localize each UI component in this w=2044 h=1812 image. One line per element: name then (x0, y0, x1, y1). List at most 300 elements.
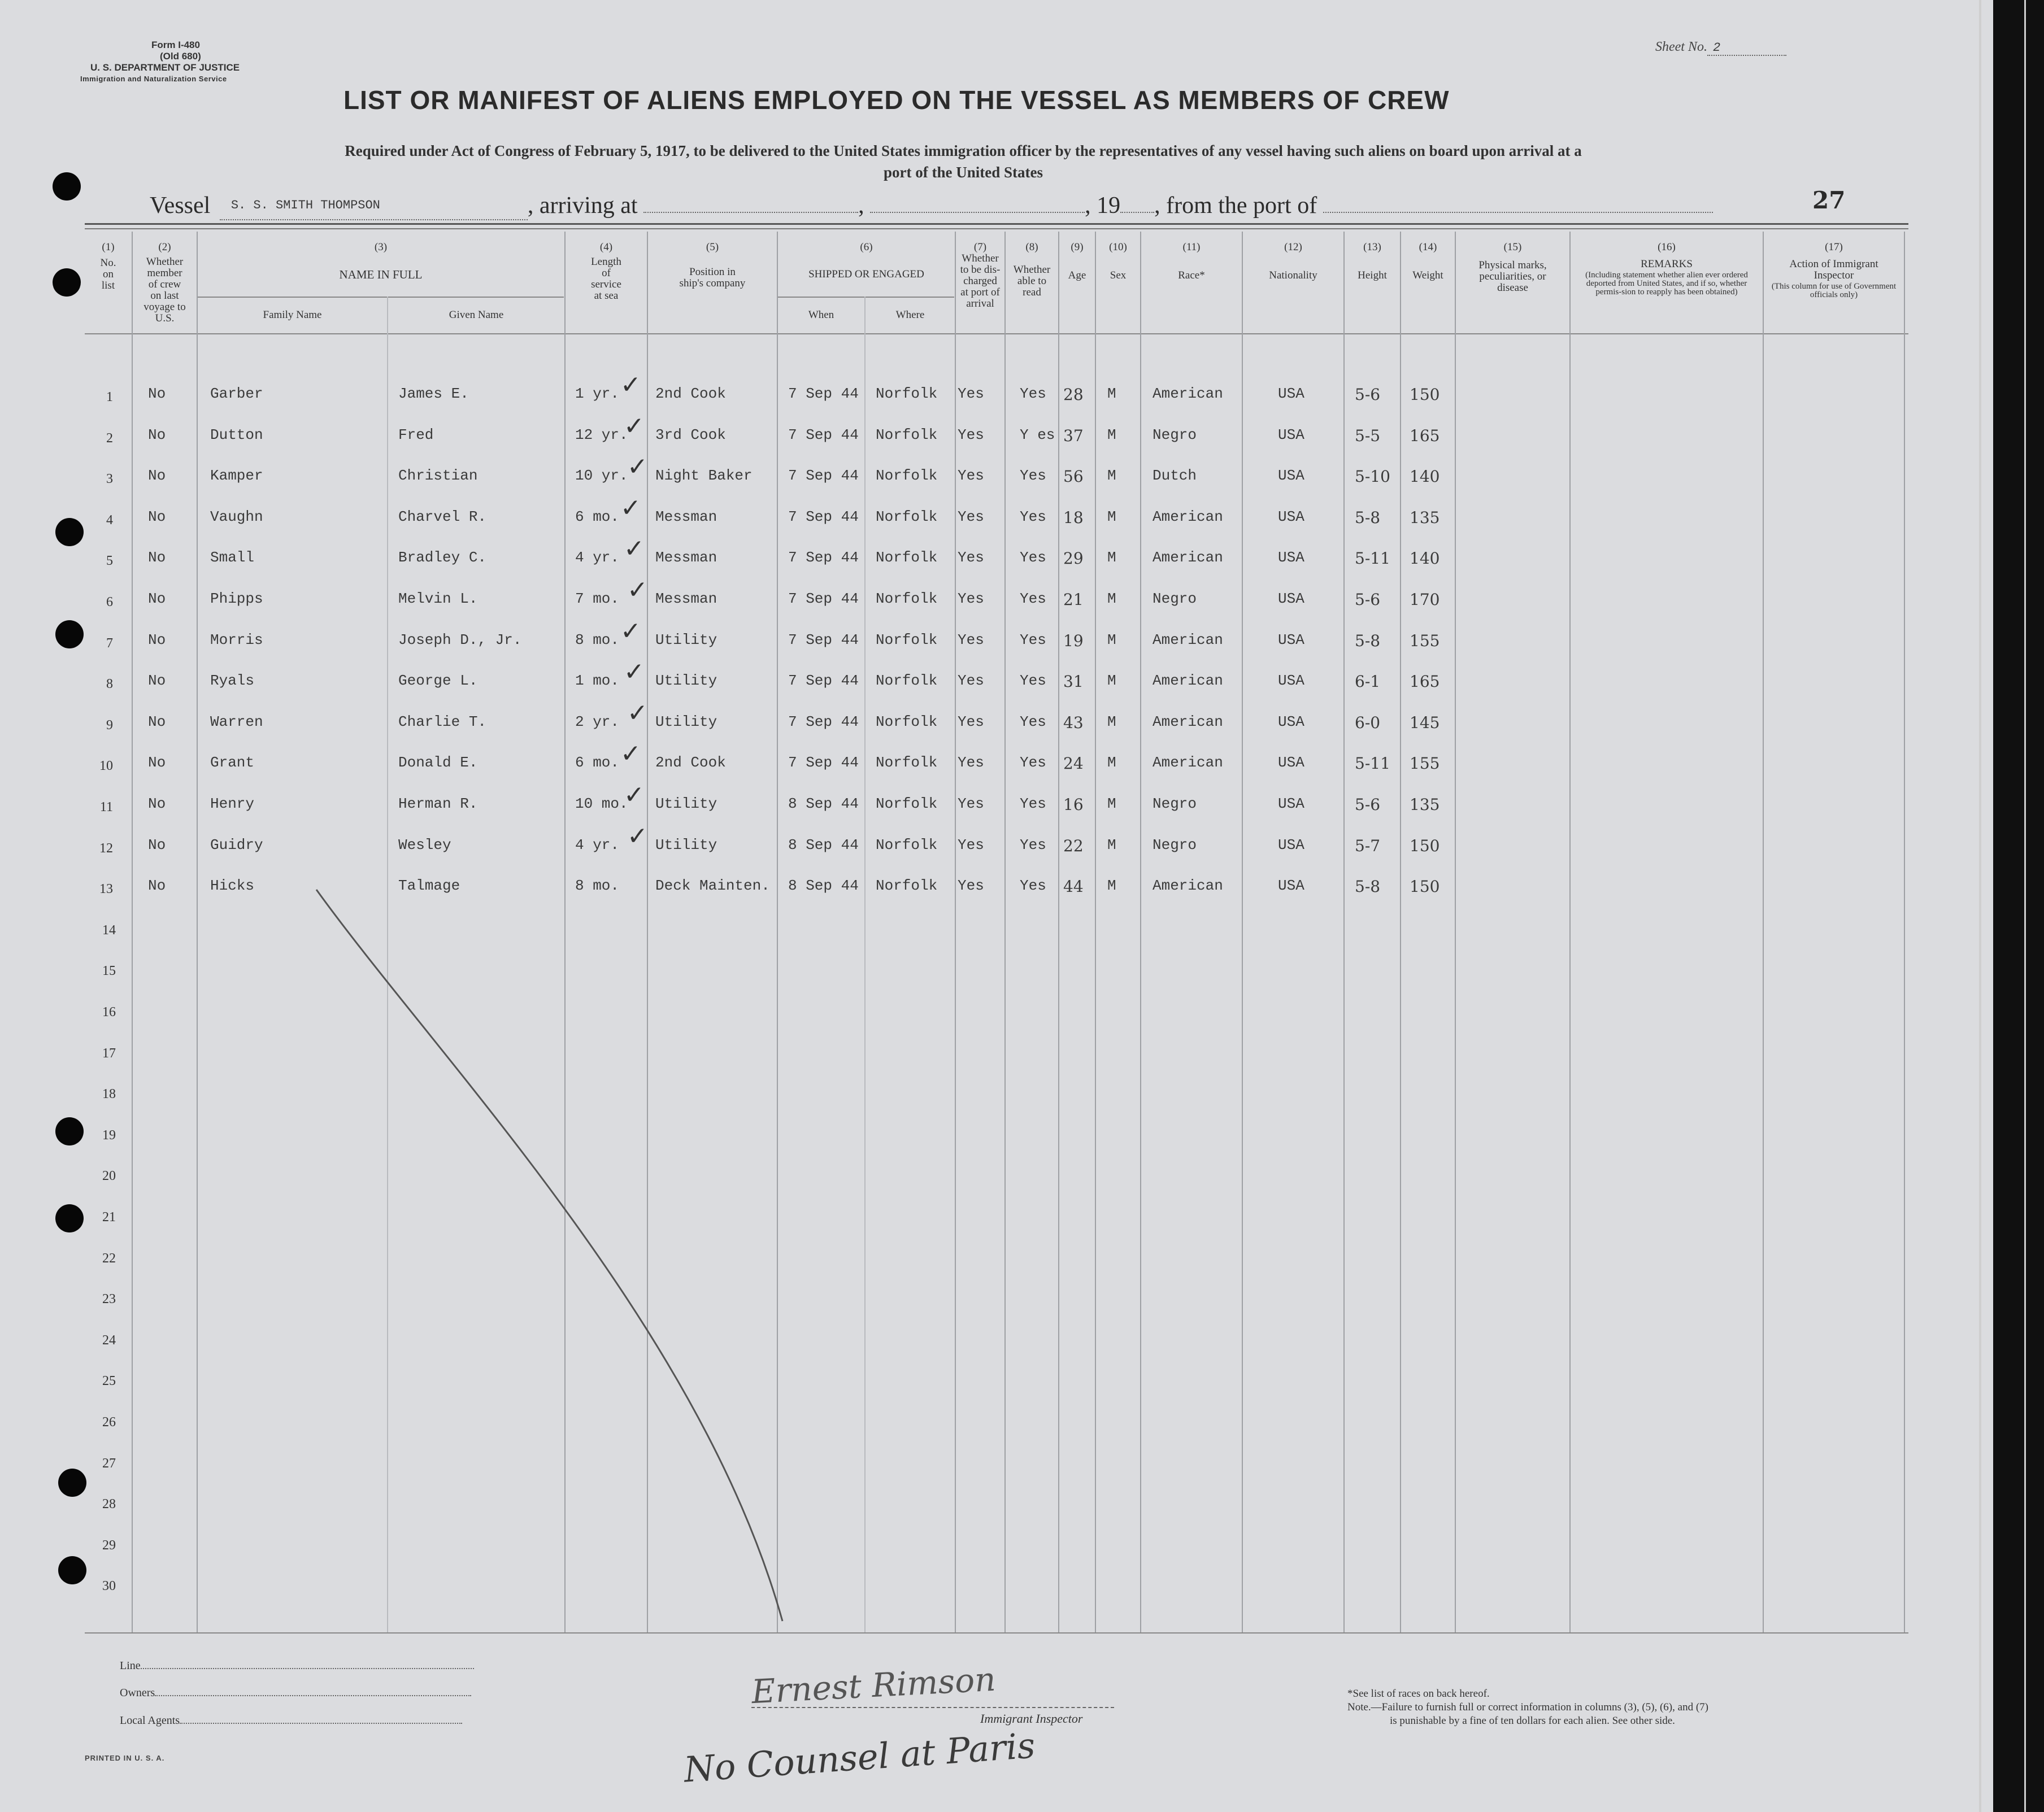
vessel-row: Vessel S. S. SMITH THOMPSON , arriving at , , 19 , from the port of (150, 192, 1713, 220)
cell-family-name: Morris (210, 631, 263, 648)
cell-able-to-read: Yes (1020, 672, 1046, 690)
cell-weight: 140 (1410, 549, 1440, 568)
cell-shipped-where: Norfolk (876, 836, 938, 853)
cell-given-name: Joseph D., Jr. (398, 631, 522, 648)
row-number: 15 (102, 964, 116, 979)
cell-age: 22 (1063, 836, 1084, 855)
cell-service-length: 4 yr. (575, 836, 620, 853)
agents-value-field (180, 1723, 462, 1724)
cell-shipped-where: Norfolk (876, 795, 938, 812)
cell-sex: M (1107, 836, 1116, 853)
cell-family-name: Phipps (210, 590, 263, 607)
cell-nationality: USA (1278, 385, 1304, 402)
cell-discharged: Yes (958, 631, 984, 648)
cell-height: 5-5 (1355, 426, 1381, 445)
col-1-label: No. on list (100, 257, 116, 291)
cell-nationality: USA (1278, 713, 1304, 730)
cell-able-to-read: Yes (1020, 795, 1046, 812)
cell-position: 2nd Cook (655, 754, 726, 772)
cell-given-name: Charlie T. (398, 713, 487, 730)
cell-able-to-read: Y es (1020, 426, 1055, 443)
cell-nationality: USA (1278, 590, 1304, 607)
cell-given-name: Christian (398, 467, 478, 485)
col-13-num: (13) (1363, 241, 1381, 253)
subtitle-line-2: port of the United States (884, 164, 1043, 181)
cell-prev-voyage: No (148, 754, 166, 772)
cell-height: 5-8 (1355, 877, 1381, 896)
checkmark-icon: ✓ (627, 821, 648, 851)
cell-service-length: 6 mo. (575, 508, 620, 525)
row-number: 6 (106, 595, 113, 609)
cell-service-length: 1 yr. (575, 385, 620, 402)
row-number: 16 (102, 1005, 116, 1020)
checkmark-icon: ✓ (627, 698, 648, 728)
agents-label: Local Agents (120, 1714, 180, 1727)
row-number: 23 (102, 1292, 116, 1307)
col-15-num: (15) (1503, 241, 1522, 253)
cell-race: American (1153, 754, 1223, 772)
races-note: *See list of races on back hereof. (1347, 1688, 1490, 1700)
cell-discharged: Yes (958, 508, 984, 525)
cell-sex: M (1107, 672, 1116, 690)
cell-position: Messman (655, 590, 717, 607)
cell-shipped-when: 7 Sep 44 (788, 754, 859, 772)
cell-given-name: Bradley C. (398, 549, 487, 567)
col-17-label: Action of Immigrant Inspector (1789, 258, 1878, 281)
col-16-num: (16) (1658, 241, 1676, 253)
cell-family-name: Grant (210, 754, 255, 772)
cell-sex: M (1107, 877, 1116, 895)
cell-weight: 150 (1410, 877, 1440, 896)
col-7-num: (7) (973, 241, 987, 253)
cell-weight: 140 (1410, 467, 1440, 486)
cell-given-name: Charvel R. (398, 508, 487, 525)
col-11-num: (11) (1182, 241, 1201, 253)
col-13-label: Height (1358, 269, 1387, 281)
port-label: , from the port of (1154, 193, 1317, 219)
row-number: 1 (106, 390, 113, 404)
cell-sex: M (1107, 426, 1116, 443)
cell-shipped-where: Norfolk (876, 549, 938, 567)
checkmark-icon: ✓ (620, 739, 641, 769)
cell-age: 44 (1063, 877, 1084, 896)
inspector-signature: Ernest Rimson (750, 1659, 997, 1711)
cell-discharged: Yes (958, 549, 984, 567)
cell-sex: M (1107, 590, 1116, 607)
cell-nationality: USA (1278, 631, 1304, 648)
row-number: 7 (106, 635, 113, 651)
cell-height: 6-1 (1355, 672, 1381, 691)
cell-shipped-where: Norfolk (876, 877, 938, 895)
col-4-label: Length of service at sea (591, 256, 621, 302)
cell-weight: 150 (1410, 836, 1440, 855)
cell-family-name: Garber (210, 385, 263, 402)
col-16-label: REMARKS (1641, 258, 1693, 270)
cell-shipped-where: Norfolk (876, 467, 938, 485)
row-number: 3 (106, 472, 113, 487)
col-4-num: (4) (599, 241, 613, 253)
row-number: 24 (102, 1332, 116, 1348)
cell-service-length: 12 yr. (575, 426, 628, 443)
col-3-family-header: Family Name (263, 309, 322, 321)
cell-position: 3rd Cook (655, 426, 726, 443)
cell-position: Night Baker (655, 467, 753, 485)
cell-family-name: Henry (210, 795, 255, 812)
line-field (120, 1659, 474, 1672)
cell-race: Negro (1153, 426, 1197, 443)
cell-position: Messman (655, 508, 717, 525)
cell-shipped-where: Norfolk (876, 385, 938, 402)
cell-able-to-read: Yes (1020, 877, 1046, 895)
col-16-note: (Including statement whether alien ever ordered deported from United States, and if so, whether permis-sion to reapply has been obtained) (1585, 271, 1748, 297)
cell-service-length: 7 mo. (575, 590, 620, 607)
cell-weight: 135 (1410, 795, 1440, 814)
cell-weight: 170 (1410, 590, 1440, 609)
row-number: 18 (102, 1087, 116, 1102)
cell-height: 5-8 (1355, 508, 1381, 527)
handwritten-note: No Counsel at Paris (682, 1724, 1037, 1791)
cell-discharged: Yes (958, 385, 984, 402)
cell-weight: 155 (1410, 631, 1440, 650)
row-number: 26 (102, 1415, 116, 1430)
subtitle-line-1: Required under Act of Congress of February 5, 1917, to be delivered to the United States immigration officer by the representatives of any vessel having such aliens on board upon arrival at a (345, 142, 1582, 159)
cell-able-to-read: Yes (1020, 508, 1046, 525)
cell-prev-voyage: No (148, 795, 166, 812)
cell-nationality: USA (1278, 426, 1304, 443)
col-3-given-header: Given Name (449, 309, 504, 321)
cell-race: American (1153, 508, 1223, 525)
row-number: 20 (102, 1169, 116, 1184)
fine-note-2: is punishable by a fine of ten dollars for each alien. See other side. (1390, 1715, 1675, 1727)
cell-race: American (1153, 549, 1223, 567)
cell-sex: M (1107, 508, 1116, 525)
row-number: 19 (102, 1127, 116, 1143)
cell-discharged: Yes (958, 426, 984, 443)
cell-prev-voyage: No (148, 467, 166, 485)
cell-race: American (1153, 385, 1223, 402)
col-6-num: (6) (860, 241, 873, 253)
cell-race: Negro (1153, 795, 1197, 812)
cell-nationality: USA (1278, 672, 1304, 690)
cell-age: 29 (1063, 549, 1084, 568)
cell-height: 5-8 (1355, 631, 1381, 650)
cell-given-name: Donald E. (398, 754, 478, 772)
cell-prev-voyage: No (148, 508, 166, 525)
row-number: 13 (99, 882, 113, 897)
cell-shipped-where: Norfolk (876, 631, 938, 648)
row-number: 10 (99, 759, 113, 774)
vessel-value: S. S. SMITH THOMPSON (231, 198, 380, 212)
cell-height: 6-0 (1355, 713, 1381, 732)
cell-race: American (1153, 877, 1223, 895)
cell-prev-voyage: No (148, 385, 166, 402)
checkmark-icon: ✓ (627, 576, 648, 604)
scan-edge-line (2024, 0, 2026, 1812)
cell-height: 5-11 (1355, 549, 1390, 568)
owners-label: Owners (120, 1687, 155, 1699)
line-label: Line (120, 1659, 141, 1672)
row-number: 2 (106, 430, 113, 446)
cell-nationality: USA (1278, 877, 1304, 895)
department-name: U. S. DEPARTMENT OF JUSTICE (90, 62, 240, 73)
col-6-when-header: When (808, 309, 834, 321)
cell-family-name: Vaughn (210, 508, 263, 525)
col-1-num: (1) (102, 241, 115, 253)
owners-value-field (155, 1695, 471, 1696)
cell-able-to-read: Yes (1020, 467, 1046, 485)
cell-position: Utility (655, 795, 717, 812)
cell-position: Utility (655, 631, 717, 648)
row-number: 29 (102, 1537, 116, 1553)
row-number: 17 (102, 1046, 116, 1061)
cell-age: 21 (1063, 590, 1084, 609)
cell-given-name: James E. (398, 385, 469, 402)
col-14-label: Weight (1412, 269, 1443, 281)
cell-race: Negro (1153, 836, 1197, 853)
agents-field (120, 1714, 462, 1727)
row-number: 14 (102, 922, 116, 938)
col-12-num: (12) (1284, 241, 1302, 253)
cell-nationality: USA (1278, 508, 1304, 525)
cell-shipped-when: 8 Sep 44 (788, 795, 859, 812)
cell-prev-voyage: No (148, 713, 166, 730)
col-9-num: (9) (1071, 241, 1084, 253)
cell-shipped-where: Norfolk (876, 672, 938, 690)
cell-family-name: Kamper (210, 467, 263, 485)
sheet-label: Sheet No. (1655, 40, 1707, 54)
cell-service-length: 2 yr. (575, 713, 620, 730)
cell-shipped-where: Norfolk (876, 508, 938, 525)
cell-prev-voyage: No (148, 590, 166, 607)
cell-age: 19 (1063, 631, 1084, 650)
cell-shipped-when: 7 Sep 44 (788, 385, 859, 402)
cell-shipped-when: 7 Sep 44 (788, 672, 859, 690)
cell-shipped-when: 7 Sep 44 (788, 713, 859, 730)
checkmark-icon: ✓ (624, 657, 645, 687)
cell-discharged: Yes (958, 590, 984, 607)
cell-prev-voyage: No (148, 877, 166, 895)
cell-given-name: Wesley (398, 836, 451, 853)
col-10-label: Sex (1110, 269, 1127, 281)
col-6-where-header: Where (895, 309, 925, 321)
cell-age: 28 (1063, 385, 1084, 404)
cell-given-name: Melvin L. (398, 590, 478, 607)
annotation-number: 27 (1812, 186, 1846, 214)
fine-note-1: Note.—Failure to furnish full or correct information in columns (3), (5), (6), and (7) (1347, 1701, 1708, 1713)
cell-able-to-read: Yes (1020, 631, 1046, 648)
cell-shipped-when: 7 Sep 44 (788, 508, 859, 525)
cell-shipped-where: Norfolk (876, 713, 938, 730)
col-8-label: Whether able to read (1013, 264, 1051, 298)
cell-shipped-when: 7 Sep 44 (788, 590, 859, 607)
cell-race: American (1153, 713, 1223, 730)
sheet-value: 2 (1712, 41, 1721, 55)
cell-shipped-when: 7 Sep 44 (788, 467, 859, 485)
cell-shipped-where: Norfolk (876, 426, 938, 443)
cell-sex: M (1107, 631, 1116, 648)
form-old-number: (Old 680) (160, 51, 201, 62)
line-value-field (141, 1668, 474, 1669)
row-number: 25 (102, 1374, 116, 1389)
cell-height: 5-6 (1355, 590, 1381, 609)
cell-race: Negro (1153, 590, 1197, 607)
cell-service-length: 6 mo. (575, 754, 620, 772)
col-2-num: (2) (158, 241, 171, 253)
row-number: 22 (102, 1251, 116, 1266)
checkmark-icon: ✓ (620, 616, 641, 646)
col-17-num: (17) (1825, 241, 1843, 253)
cell-prev-voyage: No (148, 426, 166, 443)
cell-able-to-read: Yes (1020, 836, 1046, 853)
cell-nationality: USA (1278, 836, 1304, 853)
vessel-label: Vessel (150, 193, 211, 219)
cell-position: Utility (655, 836, 717, 853)
cell-prev-voyage: No (148, 631, 166, 648)
cell-weight: 155 (1410, 754, 1440, 773)
cell-discharged: Yes (958, 836, 984, 853)
cell-age: 24 (1063, 754, 1084, 773)
cell-height: 5-6 (1355, 385, 1381, 404)
cell-discharged: Yes (958, 713, 984, 730)
row-number: 9 (106, 717, 113, 733)
col-2-label: Whether member of crew on last voyage to U.S. (143, 256, 186, 324)
service-name: Immigration and Naturalization Service (80, 75, 227, 83)
row-number: 28 (102, 1497, 116, 1512)
cell-service-length: 4 yr. (575, 549, 620, 567)
cell-weight: 150 (1410, 385, 1440, 404)
cell-shipped-when: 8 Sep 44 (788, 877, 859, 895)
cell-shipped-where: Norfolk (876, 590, 938, 607)
cell-able-to-read: Yes (1020, 590, 1046, 607)
cell-weight: 135 (1410, 508, 1440, 527)
cell-able-to-read: Yes (1020, 549, 1046, 567)
col-15-label: Physical marks, peculiarities, or disease (1478, 259, 1547, 294)
cell-height: 5-6 (1355, 795, 1381, 814)
cell-nationality: USA (1278, 754, 1304, 772)
cell-given-name: George L. (398, 672, 478, 690)
cell-able-to-read: Yes (1020, 754, 1046, 772)
cell-race: Dutch (1153, 467, 1197, 485)
cell-prev-voyage: No (148, 549, 166, 567)
cell-nationality: USA (1278, 795, 1304, 812)
cell-age: 18 (1063, 508, 1084, 527)
checkmark-icon: ✓ (620, 493, 641, 522)
cell-nationality: USA (1278, 467, 1304, 485)
cell-family-name: Warren (210, 713, 263, 730)
cell-prev-voyage: No (148, 672, 166, 690)
cell-height: 5-7 (1355, 836, 1381, 855)
cell-shipped-where: Norfolk (876, 754, 938, 772)
cell-service-length: 10 mo. (575, 795, 628, 812)
cell-race: American (1153, 631, 1223, 648)
cell-family-name: Guidry (210, 836, 263, 853)
inspector-line (751, 1707, 1114, 1708)
col-12-label: Nationality (1269, 269, 1317, 281)
col-10-num: (10) (1109, 241, 1127, 253)
cell-nationality: USA (1278, 549, 1304, 567)
row-number: 30 (102, 1579, 116, 1594)
cell-age: 37 (1063, 426, 1084, 445)
cell-given-name: Herman R. (398, 795, 478, 812)
col-5-num: (5) (706, 241, 719, 253)
cell-service-length: 8 mo. (575, 631, 620, 648)
col-8-num: (8) (1025, 241, 1038, 253)
cell-able-to-read: Yes (1020, 713, 1046, 730)
cell-shipped-when: 7 Sep 44 (788, 426, 859, 443)
col-11-label: Race* (1178, 269, 1205, 281)
cell-sex: M (1107, 754, 1116, 772)
cell-age: 31 (1063, 672, 1084, 691)
cell-position: Deck Mainten. (655, 877, 770, 895)
cell-service-length: 10 yr. (575, 467, 628, 485)
cell-able-to-read: Yes (1020, 385, 1046, 402)
row-number: 8 (106, 677, 113, 692)
cell-weight: 165 (1410, 426, 1440, 445)
checkmark-icon: ✓ (627, 452, 648, 482)
cell-position: 2nd Cook (655, 385, 726, 402)
row-number: 5 (106, 554, 113, 569)
cell-service-length: 1 mo. (575, 672, 620, 690)
cell-sex: M (1107, 385, 1116, 402)
cell-shipped-when: 8 Sep 44 (788, 836, 859, 853)
checkmark-icon: ✓ (624, 534, 645, 564)
cell-height: 5-11 (1355, 754, 1390, 773)
cell-position: Utility (655, 713, 717, 730)
cell-sex: M (1107, 467, 1116, 485)
form-number: Form I-480 (151, 40, 200, 50)
cell-family-name: Hicks (210, 877, 255, 895)
inspector-label: Immigrant Inspector (980, 1711, 1083, 1726)
cell-given-name: Talmage (398, 877, 460, 895)
scan-edge (1993, 0, 2044, 1812)
col-17-note: (This column for use of Government officials only) (1771, 282, 1897, 299)
checkmark-icon: ✓ (624, 781, 645, 809)
col-5-label: Position in ship's company (679, 266, 746, 289)
page-title: LIST OR MANIFEST OF ALIENS EMPLOYED ON THE VESSEL AS MEMBERS OF CREW (343, 85, 1450, 115)
row-number: 21 (102, 1210, 116, 1225)
row-number: 4 (106, 512, 113, 528)
cell-height: 5-10 (1355, 467, 1390, 486)
cell-discharged: Yes (958, 877, 984, 895)
cell-discharged: Yes (958, 754, 984, 772)
col-9-label: Age (1068, 269, 1086, 281)
cell-age: 43 (1063, 713, 1084, 732)
cell-shipped-when: 7 Sep 44 (788, 549, 859, 567)
checkmark-icon: ✓ (624, 411, 645, 441)
cell-position: Messman (655, 549, 717, 567)
row-number: 12 (99, 840, 113, 856)
cell-position: Utility (655, 672, 717, 690)
cell-family-name: Small (210, 549, 255, 567)
cell-weight: 145 (1410, 713, 1440, 732)
cell-discharged: Yes (958, 467, 984, 485)
year-label: , 19 (1085, 193, 1121, 219)
cell-sex: M (1107, 549, 1116, 567)
cell-discharged: Yes (958, 672, 984, 690)
cell-age: 16 (1063, 795, 1084, 814)
cell-discharged: Yes (958, 795, 984, 812)
checkmark-icon: ✓ (620, 371, 641, 399)
cell-service-length: 8 mo. (575, 877, 620, 895)
arriving-label: , arriving at (527, 193, 638, 219)
col-3-num: (3) (374, 241, 388, 253)
col-6-label: SHIPPED OR ENGAGED (808, 268, 924, 280)
cell-sex: M (1107, 713, 1116, 730)
cell-weight: 165 (1410, 672, 1440, 691)
cell-given-name: Fred (398, 426, 434, 443)
col-14-num: (14) (1419, 241, 1437, 253)
scan-edge-line (1979, 0, 1981, 1812)
